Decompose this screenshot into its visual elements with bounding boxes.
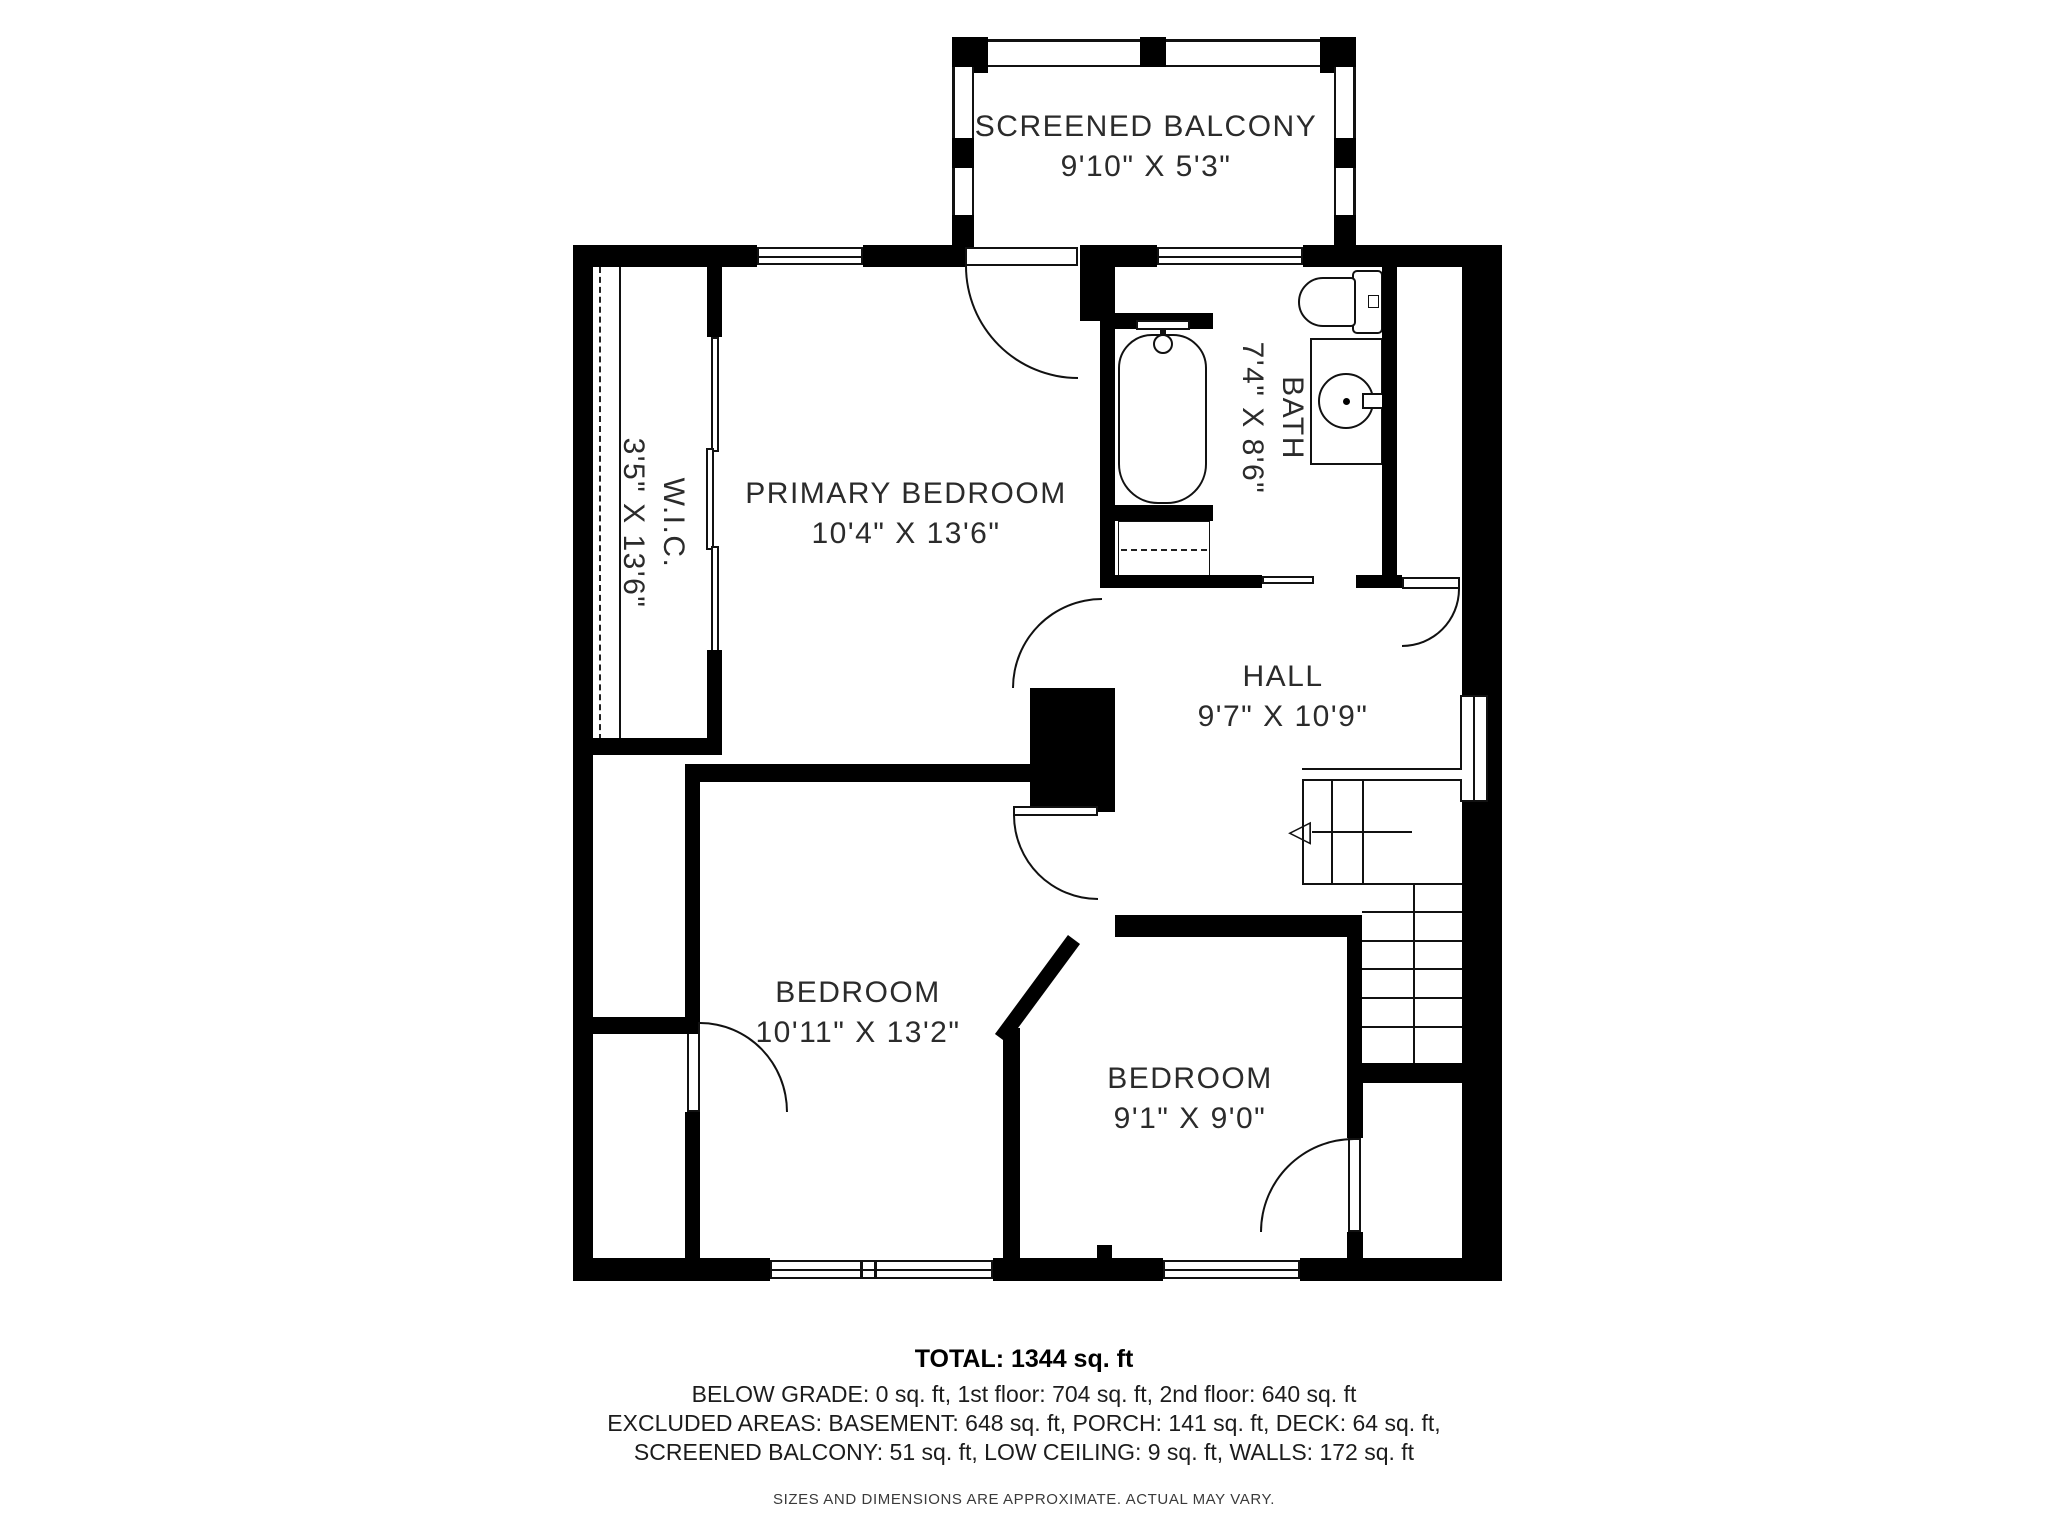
- sink-faucet: [1362, 393, 1384, 409]
- wic-wall: [707, 245, 722, 337]
- stair-landing-edge: [1302, 768, 1462, 781]
- wic-bottom-wall: [573, 738, 722, 755]
- closet-wall: [1347, 1083, 1363, 1138]
- room-name: SCREENED BALCONY: [974, 110, 1318, 143]
- exterior-wall-left: [573, 245, 593, 1281]
- window: [1163, 1260, 1300, 1279]
- sliding-door-panel: [706, 448, 714, 550]
- room-label-bedroom-right: [1107, 1059, 1273, 1139]
- wall-chunk: [1030, 688, 1115, 812]
- stair-tread: [1362, 911, 1462, 913]
- balcony-mid-post: [1334, 138, 1356, 168]
- bathtub: [1118, 334, 1207, 504]
- sliding-door-panel: [711, 546, 719, 652]
- bath-bottom-wall: [1356, 575, 1402, 588]
- balcony-mid-post: [1140, 37, 1166, 67]
- disclaimer: SIZES AND DIMENSIONS ARE APPROXIMATE. ACTUAL MAY VARY.: [773, 1491, 1275, 1508]
- balcony-corner-post: [1334, 215, 1356, 247]
- room-name: W.I.C.: [657, 477, 690, 569]
- hall-closet-door-arc: [1402, 589, 1460, 647]
- tub-faucet: [1153, 334, 1173, 354]
- room-dims: 9'1" X 9'0": [1113, 1102, 1267, 1135]
- stair-arrow-line: [1312, 831, 1412, 833]
- toilet-flush-button: [1368, 295, 1379, 308]
- stair-bottom-wall: [1356, 1063, 1462, 1083]
- tub-alcove-wall: [1115, 505, 1213, 521]
- bedroom-door-arc: [1013, 815, 1098, 900]
- room-label-screened-balcony: [975, 107, 1317, 187]
- balcony-door-leaf: [965, 247, 1078, 266]
- bedroom-left-wall: [685, 1112, 700, 1258]
- window: [770, 1260, 993, 1279]
- bedroom-bath-wall: [1100, 266, 1115, 588]
- room-label-bath: [1232, 342, 1312, 495]
- stair-line: [1302, 883, 1462, 885]
- room-dims: 10'4" X 13'6": [811, 517, 1001, 550]
- room-label-bedroom-left: [756, 973, 961, 1053]
- below-grade-line: BELOW GRADE: 0 sq. ft, 1st floor: 704 sq. ft, 2nd floor: 640 sq. ft: [691, 1381, 1357, 1407]
- balcony-screen-window: [1166, 39, 1320, 67]
- room-dims: 7'4" X 8'6": [1236, 341, 1269, 495]
- stair-tread: [1362, 968, 1462, 970]
- room-dims: 9'7" X 10'9": [1197, 700, 1369, 733]
- closet-door-leaf: [687, 1022, 700, 1112]
- window: [757, 247, 863, 265]
- hall-bedroom-wall: [1115, 915, 1362, 937]
- exterior-wall-bottom: [993, 1258, 1163, 1281]
- low-ceiling-dashed-line: [599, 267, 601, 740]
- sliding-door-panel: [711, 337, 719, 452]
- stair-tread: [1362, 1026, 1462, 1028]
- exterior-wall-top: [573, 245, 757, 267]
- exterior-wall-top: [1080, 245, 1157, 267]
- balcony-mid-post: [952, 138, 974, 168]
- balcony-door-arc: [965, 266, 1078, 379]
- bath-door-leaf: [1262, 576, 1314, 584]
- stair-line: [1362, 781, 1364, 885]
- closet-wall: [1347, 1232, 1363, 1258]
- stair-divider: [1413, 883, 1415, 1063]
- closet-divider-wall: [593, 1017, 698, 1034]
- stair-tread: [1362, 997, 1462, 999]
- room-label-wic: [613, 438, 693, 609]
- area-summary: [0, 1345, 2048, 1508]
- toilet-bowl: [1298, 277, 1356, 327]
- exterior-wall-bottom: [1300, 1258, 1502, 1281]
- primary-bedroom-door-arc: [1012, 598, 1102, 688]
- bath-closet-wall: [1382, 266, 1397, 577]
- stair-side-wall: [1347, 915, 1362, 1083]
- wall-stub: [1097, 1245, 1112, 1258]
- bedroom-divider-wall: [698, 764, 1030, 782]
- bedroom-divider-wall: [1003, 1028, 1020, 1258]
- room-label-primary-bedroom: [745, 474, 1066, 554]
- stair-line: [1331, 781, 1333, 885]
- bedroom-left-wall: [685, 764, 700, 1022]
- linen-closet: [1118, 521, 1210, 583]
- window: [1460, 695, 1488, 802]
- room-name: HALL: [1242, 660, 1324, 693]
- room-dims: 10'11" X 13'2": [755, 1016, 961, 1049]
- closet-door-arc: [1260, 1138, 1354, 1232]
- exterior-wall-top: [863, 245, 965, 267]
- hall-closet-door-leaf: [1402, 577, 1460, 589]
- window: [1157, 247, 1303, 265]
- angled-wall: [995, 935, 1080, 1043]
- room-name: PRIMARY BEDROOM: [745, 477, 1067, 510]
- room-name: BATH: [1276, 376, 1309, 460]
- room-name: BEDROOM: [775, 976, 941, 1009]
- sink-drain: [1343, 398, 1350, 405]
- bath-bottom-wall: [1115, 575, 1262, 588]
- room-label-hall: [1198, 657, 1369, 737]
- room-dims: 3'5" X 13'6": [617, 437, 650, 609]
- stair-direction-arrow-icon: ◁: [1288, 815, 1312, 848]
- balcony-screen-window: [988, 39, 1140, 67]
- total-area: TOTAL: 1344 sq. ft: [914, 1345, 1134, 1373]
- balcony-corner-post: [952, 215, 974, 247]
- stair-tread: [1362, 940, 1462, 942]
- excluded-areas-line-1: EXCLUDED AREAS: BASEMENT: 648 sq. ft, PORCH: 141 sq. ft, DECK: 64 sq. ft,: [607, 1410, 1441, 1436]
- room-dims: 9'10" X 5'3": [1060, 150, 1232, 183]
- exterior-wall-bottom: [573, 1258, 770, 1281]
- excluded-areas-line-2: SCREENED BALCONY: 51 sq. ft, LOW CEILING: 9 sq. ft, WALLS: 172 sq. ft: [633, 1439, 1415, 1465]
- room-name: BEDROOM: [1107, 1062, 1273, 1095]
- linen-dashed-line: [1121, 549, 1207, 551]
